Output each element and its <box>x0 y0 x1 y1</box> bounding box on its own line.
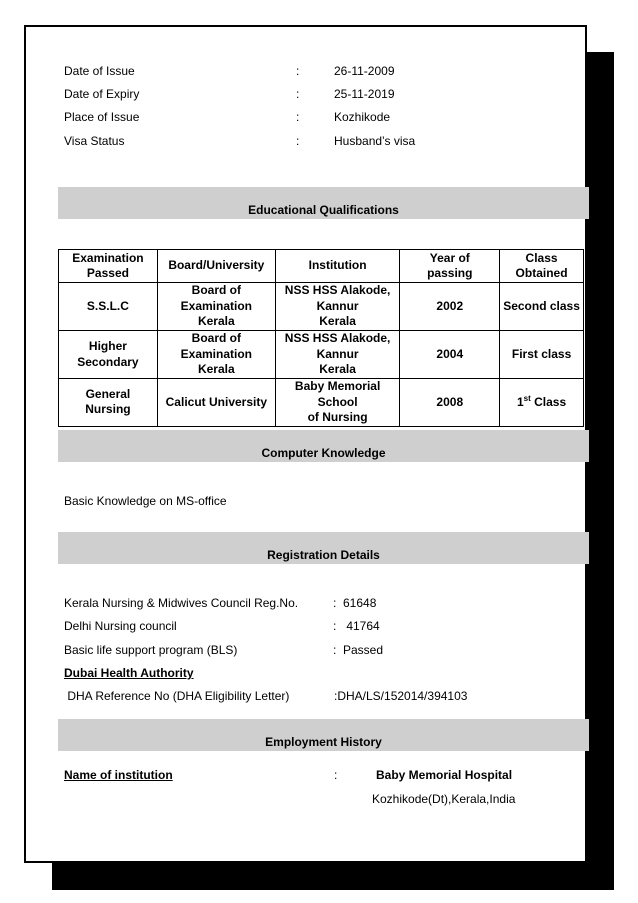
visa-key: Date of Issue <box>64 64 135 78</box>
cell-exam: Higher Secondary <box>59 331 158 379</box>
registration-row <box>64 618 380 634</box>
cell-institution: Baby Memorial School of Nursing <box>275 379 400 427</box>
visa-key: Date of Expiry <box>64 87 140 101</box>
visa-key: Visa Status <box>64 134 125 148</box>
registration-value: : 41764 <box>333 619 380 633</box>
dha-key: DHA Reference No (DHA Eligibility Letter) <box>64 689 290 703</box>
section-title-employment: Employment History <box>265 735 382 749</box>
section-band-employment <box>58 719 589 751</box>
dha-value: :DHA/LS/152014/394103 <box>334 689 468 703</box>
cell-board: Calicut University <box>157 379 275 427</box>
visa-sep: : <box>296 64 300 78</box>
document-page <box>24 25 587 863</box>
table-header-row <box>59 250 584 283</box>
visa-value: Kozhikode <box>334 110 391 124</box>
employment-institution-name: Baby Memorial Hospital <box>376 768 513 782</box>
employment-label: Name of institution <box>64 768 173 782</box>
section-band-computer <box>58 430 589 462</box>
header-class: Class Obtained <box>500 250 584 283</box>
section-band-registration <box>58 532 589 564</box>
cell-year: 2002 <box>400 283 500 331</box>
section-band-education <box>58 187 589 219</box>
cell-class: Second class <box>500 283 584 331</box>
dha-heading: Dubai Health Authority <box>64 666 194 680</box>
visa-value: 25-11-2019 <box>334 87 395 101</box>
registration-row <box>64 642 384 658</box>
dha-row <box>64 688 468 704</box>
visa-value: Husband’s visa <box>334 134 416 148</box>
header-institution: Institution <box>275 250 400 283</box>
section-title-computer: Computer Knowledge <box>261 446 386 460</box>
section-title-education: Educational Qualifications <box>248 203 399 217</box>
education-table <box>58 249 584 427</box>
cell-institution: NSS HSS Alakode, Kannur Kerala <box>275 331 400 379</box>
cell-board: Board of Examination Kerala <box>157 283 275 331</box>
registration-key: Delhi Nursing council <box>64 619 177 633</box>
cell-institution: NSS HSS Alakode, Kannur Kerala <box>275 283 400 331</box>
cell-class: First class <box>500 331 584 379</box>
visa-row-expiry-date <box>64 86 395 102</box>
section-title-registration: Registration Details <box>267 548 380 562</box>
visa-row-place <box>64 109 391 125</box>
header-year: Year of passing <box>400 250 500 283</box>
cell-class: 1st Class <box>500 379 584 427</box>
registration-key: Kerala Nursing & Midwives Council Reg.No. <box>64 596 299 610</box>
registration-row <box>64 595 377 611</box>
employment-row <box>64 767 513 783</box>
registration-value: : Passed <box>333 643 384 657</box>
table-row <box>59 331 584 379</box>
cell-year: 2008 <box>400 379 500 427</box>
table-row <box>59 379 584 427</box>
registration-value: : 61648 <box>333 596 377 610</box>
cell-exam: General Nursing <box>59 379 158 427</box>
header-exam: Examination Passed <box>59 250 158 283</box>
visa-row-issue-date <box>64 63 395 79</box>
registration-key: Basic life support program (BLS) <box>64 643 238 657</box>
cell-year: 2004 <box>400 331 500 379</box>
employment-sep: : <box>334 768 338 782</box>
employment-location: Kozhikode(Dt),Kerala,India <box>372 792 516 806</box>
cell-exam: S.S.L.C <box>59 283 158 331</box>
table-row <box>59 283 584 331</box>
visa-key: Place of Issue <box>64 110 140 124</box>
visa-row-status <box>64 133 416 149</box>
computer-knowledge-text: Basic Knowledge on MS-office <box>64 494 227 508</box>
visa-sep: : <box>296 110 300 124</box>
visa-value: 26-11-2009 <box>334 64 395 78</box>
cell-board: Board of Examination Kerala <box>157 331 275 379</box>
visa-sep: : <box>296 134 300 148</box>
visa-sep: : <box>296 87 300 101</box>
header-board: Board/University <box>157 250 275 283</box>
